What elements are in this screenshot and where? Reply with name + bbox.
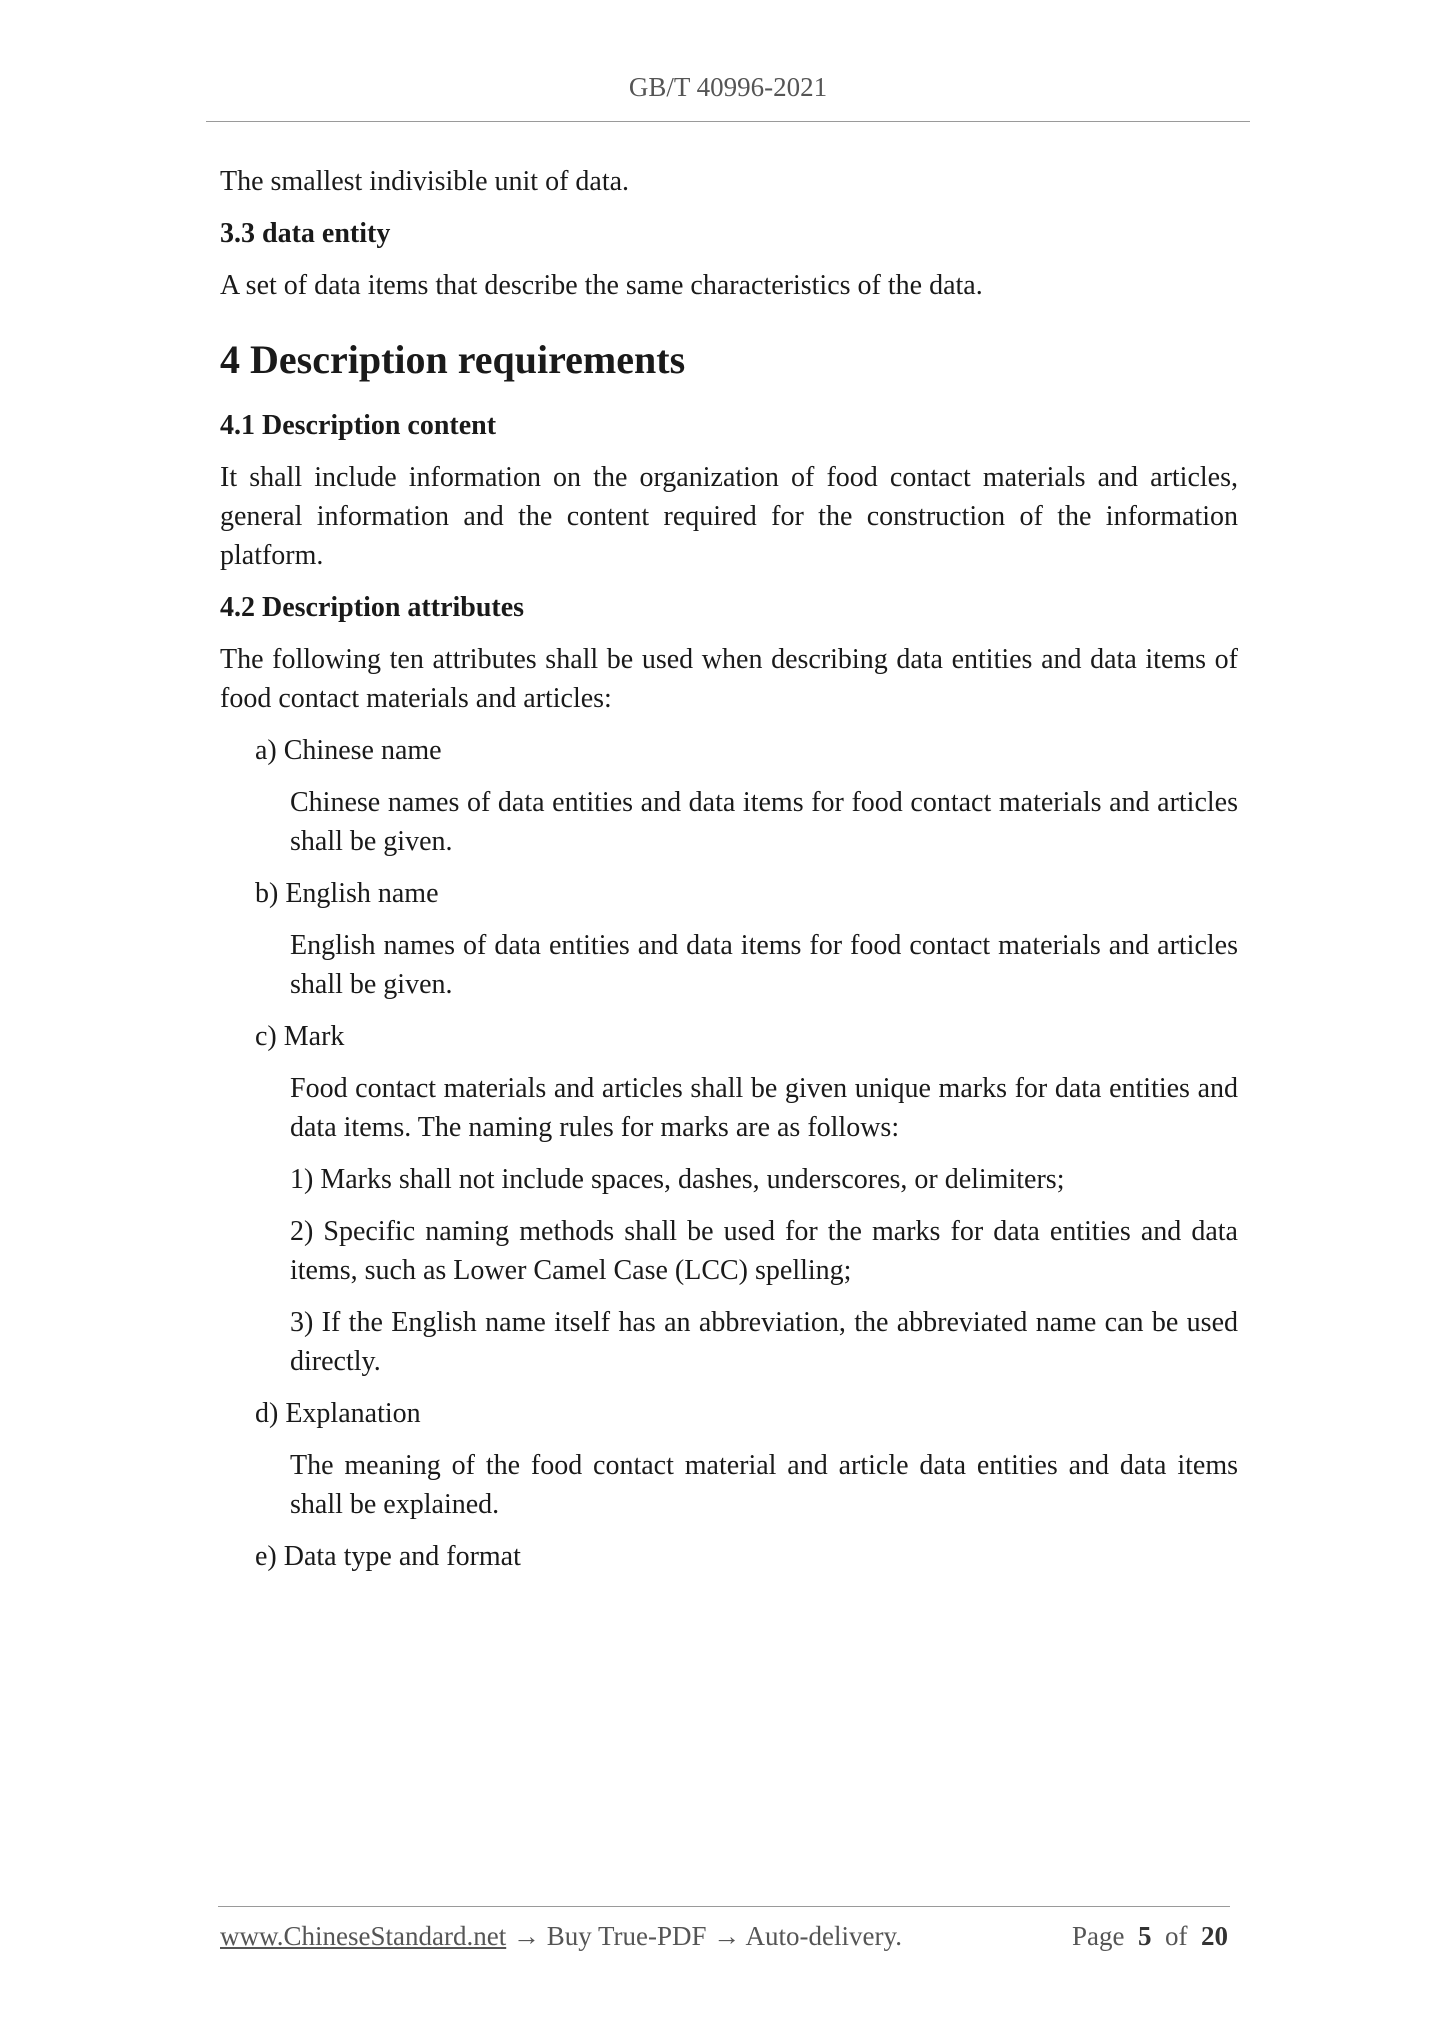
header-divider bbox=[206, 121, 1250, 122]
item-a-text: Chinese names of data entities and data items for food contact materials and articles shall be given. bbox=[290, 787, 1238, 857]
page-word: Page bbox=[1072, 1921, 1125, 1951]
item-c-rule-2: 2) Specific naming methods shall be used for the marks for data entities and data items, such as Lower Camel Case (LCC) spelling; bbox=[290, 1216, 1238, 1286]
item-c-rule-3: 3) If the English name itself has an abbreviation, the abbreviated name can be used directly. bbox=[290, 1307, 1238, 1377]
section-4-2-intro: The following ten attributes shall be used when describing data entities and data items of food contact materials and articles: bbox=[220, 644, 1238, 714]
item-c-text: Food contact materials and articles shall be given unique marks for data entities and data items. The naming rules for marks are as follows: bbox=[290, 1073, 1238, 1143]
footer-promo bbox=[220, 1921, 902, 1952]
page-number: 5 bbox=[1138, 1921, 1152, 1951]
document-body bbox=[220, 158, 1238, 1576]
arrow-right-icon: → bbox=[512, 1921, 540, 1951]
section-4-1-heading: 4.1 Description content bbox=[220, 410, 497, 441]
item-c-rule-1: 1) Marks shall not include spaces, dashes, underscores, or delimiters; bbox=[290, 1164, 1065, 1195]
item-e-label: e) Data type and format bbox=[255, 1541, 521, 1572]
item-a-label: a) Chinese name bbox=[255, 735, 442, 766]
item-b-text: English names of data entities and data items for food contact materials and articles shall be given. bbox=[290, 930, 1238, 1000]
item-c-label: c) Mark bbox=[255, 1021, 345, 1052]
section-3-3-text: A set of data items that describe the same characteristics of the data. bbox=[220, 270, 983, 301]
section-3-3-heading: 3.3 data entity bbox=[220, 218, 391, 249]
arrow-right-icon: → bbox=[713, 1921, 741, 1951]
page-total: 20 bbox=[1201, 1921, 1228, 1951]
section-4-1-text: It shall include information on the organization of food contact materials and articles, general information and the content required for the construction of the information platform. bbox=[220, 462, 1238, 571]
item-d-label: d) Explanation bbox=[255, 1398, 421, 1429]
page-header: GB/T 40996-2021 bbox=[628, 72, 828, 102]
of-word: of bbox=[1165, 1921, 1188, 1951]
section-4-heading: 4 Description requirements bbox=[220, 337, 686, 382]
data-item-definition: The smallest indivisible unit of data. bbox=[220, 166, 630, 197]
auto-delivery-text: Auto-delivery. bbox=[745, 1921, 902, 1951]
page-counter bbox=[1072, 1921, 1228, 1952]
footer-divider bbox=[218, 1906, 1230, 1907]
site-link[interactable]: www.ChineseStandard.net bbox=[220, 1921, 507, 1951]
buy-true-pdf-text: Buy True-PDF bbox=[546, 1921, 707, 1951]
section-4-2-heading: 4.2 Description attributes bbox=[220, 592, 525, 623]
item-d-text: The meaning of the food contact material and article data entities and data items shall be explained. bbox=[290, 1450, 1238, 1520]
item-b-label: b) English name bbox=[255, 878, 439, 909]
